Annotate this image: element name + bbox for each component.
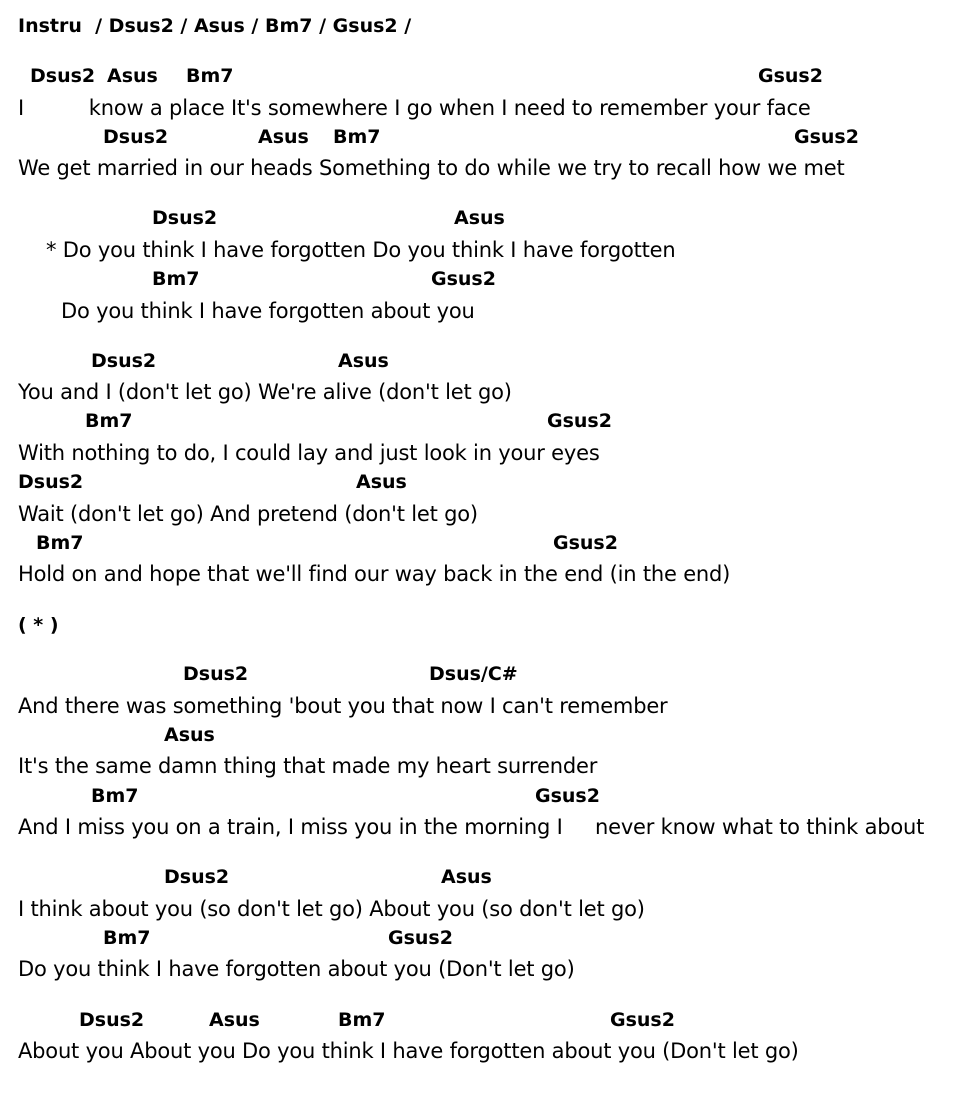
chord: Asus bbox=[164, 724, 215, 746]
lyric-line: It's the same damn thing that made my heart surrender bbox=[18, 754, 598, 778]
chord: Bm7 bbox=[103, 927, 151, 949]
chord: Gsus2 bbox=[610, 1009, 675, 1031]
chord: Dsus2 bbox=[103, 126, 169, 148]
chord: Gsus2 bbox=[553, 532, 618, 554]
lyric-line: * Do you think I have forgotten Do you think I have forgotten bbox=[46, 238, 676, 262]
lyric-line: Do you think I have forgotten about you bbox=[61, 299, 475, 323]
lyric-line: And I miss you on a train, I miss you in the morning I never know what to think about bbox=[18, 815, 925, 839]
lyric-line: Wait (don't let go) And pretend (don't let go) bbox=[18, 502, 478, 526]
lyric-line: About you About you Do you think I have forgotten about you (Don't let go) bbox=[18, 1039, 799, 1063]
chord: Bm7 bbox=[186, 65, 234, 87]
chord: Asus bbox=[338, 350, 389, 372]
chord: Dsus2 bbox=[91, 350, 157, 372]
intro-progression: Instru / Dsus2 / Asus / Bm7 / Gsus2 / bbox=[18, 15, 412, 37]
chord: Dsus2 bbox=[152, 207, 218, 229]
lyric-line: I know a place It's somewhere I go when I need to remember your face bbox=[18, 96, 811, 120]
lyric-line: I think about you (so don't let go) About you (so don't let go) bbox=[18, 897, 645, 921]
chord: Asus bbox=[107, 65, 158, 87]
lyric-line: We get married in our heads Something to do while we try to recall how we met bbox=[18, 156, 845, 180]
lyric-line: Do you think I have forgotten about you (Don't let go) bbox=[18, 957, 575, 981]
chord: Gsus2 bbox=[431, 268, 496, 290]
chord: Dsus/C# bbox=[429, 663, 518, 685]
chord: Gsus2 bbox=[388, 927, 453, 949]
chord: Bm7 bbox=[152, 268, 200, 290]
chord: Bm7 bbox=[338, 1009, 386, 1031]
chord: Dsus2 bbox=[183, 663, 249, 685]
chord: Asus bbox=[258, 126, 309, 148]
chord: Asus bbox=[356, 471, 407, 493]
chorus-repeat-marker: ( * ) bbox=[18, 614, 59, 636]
lyric-line: And there was something 'bout you that now I can't remember bbox=[18, 694, 668, 718]
lyric-line: You and I (don't let go) We're alive (don't let go) bbox=[18, 380, 512, 404]
chord: Gsus2 bbox=[758, 65, 823, 87]
chord: Dsus2 bbox=[164, 866, 230, 888]
chord: Dsus2 bbox=[18, 471, 84, 493]
chord: Gsus2 bbox=[547, 410, 612, 432]
lyric-line: Hold on and hope that we'll find our way back in the end (in the end) bbox=[18, 562, 731, 586]
chord: Asus bbox=[441, 866, 492, 888]
chord: Asus bbox=[209, 1009, 260, 1031]
chord: Asus bbox=[454, 207, 505, 229]
chord: Bm7 bbox=[333, 126, 381, 148]
chord: Dsus2 bbox=[30, 65, 96, 87]
chord: Bm7 bbox=[91, 785, 139, 807]
chord: Gsus2 bbox=[535, 785, 600, 807]
chord: Gsus2 bbox=[794, 126, 859, 148]
chord: Dsus2 bbox=[79, 1009, 145, 1031]
chord: Bm7 bbox=[85, 410, 133, 432]
lyric-line: With nothing to do, I could lay and just look in your eyes bbox=[18, 441, 600, 465]
chord: Bm7 bbox=[36, 532, 84, 554]
